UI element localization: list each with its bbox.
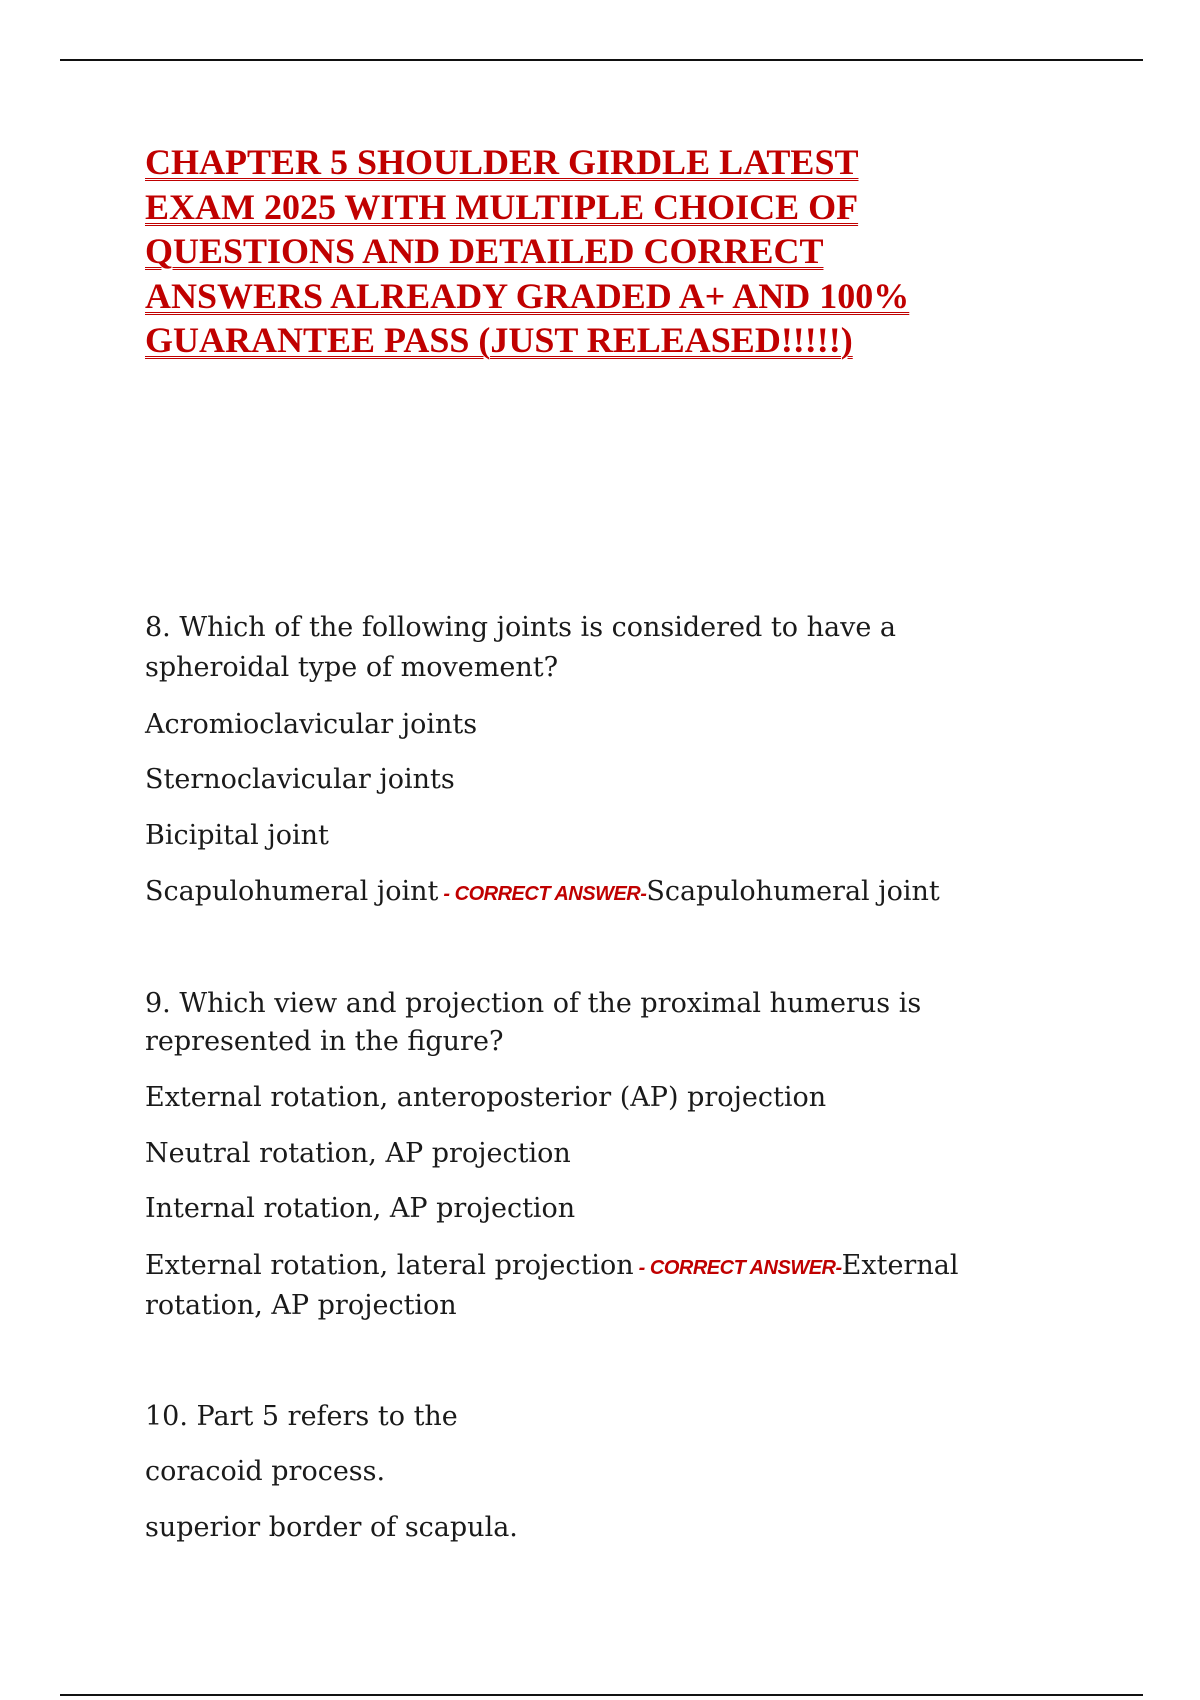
option: coracoid process.: [145, 1456, 386, 1487]
title-line: GUARANTEE PASS (JUST RELEASED!!!!!): [145, 320, 853, 360]
option-with-answer: [145, 1246, 958, 1288]
answer: Scapulohumeral joint: [646, 876, 940, 907]
title-line: ANSWERS ALREADY GRADED A+ AND 100%: [145, 275, 910, 316]
question-10-text: 10. Part 5 refers to the: [145, 1401, 458, 1432]
option: Sternoclavicular joints: [145, 764, 455, 795]
option: External rotation, anteroposterior (AP) projection: [145, 1082, 827, 1113]
option: Scapulohumeral joint: [145, 876, 439, 907]
option: External rotation, lateral projection: [145, 1250, 634, 1281]
bottom-rule: [60, 1694, 1143, 1696]
question-8-text: 8. Which of the following joints is considered to have a: [145, 612, 896, 643]
title-line: EXAM 2025 WITH MULTIPLE CHOICE OF: [145, 186, 859, 227]
option-with-answer: [145, 872, 940, 914]
correct-answer-label: - CORRECT ANSWER-: [633, 1257, 842, 1279]
option: Internal rotation, AP projection: [145, 1193, 576, 1224]
question-9-text-cont: represented in the figure?: [145, 1026, 504, 1057]
correct-answer-label: - CORRECT ANSWER-: [438, 883, 647, 905]
answer-cont: rotation, AP projection: [145, 1290, 457, 1321]
option: superior border of scapula.: [145, 1512, 518, 1543]
title-line: CHAPTER 5 SHOULDER GIRDLE LATEST: [145, 142, 859, 182]
title-line: QUESTIONS AND DETAILED CORRECT: [145, 231, 824, 271]
option: Acromioclavicular joints: [145, 709, 478, 740]
question-8-text-cont: spheroidal type of movement?: [145, 652, 559, 683]
question-9-text: 9. Which view and projection of the proximal humerus is: [145, 988, 922, 1019]
option: Bicipital joint: [145, 820, 329, 851]
top-rule: [60, 59, 1143, 61]
option: Neutral rotation, AP projection: [145, 1138, 571, 1169]
document-title: [145, 140, 1045, 363]
answer: External: [841, 1250, 959, 1281]
